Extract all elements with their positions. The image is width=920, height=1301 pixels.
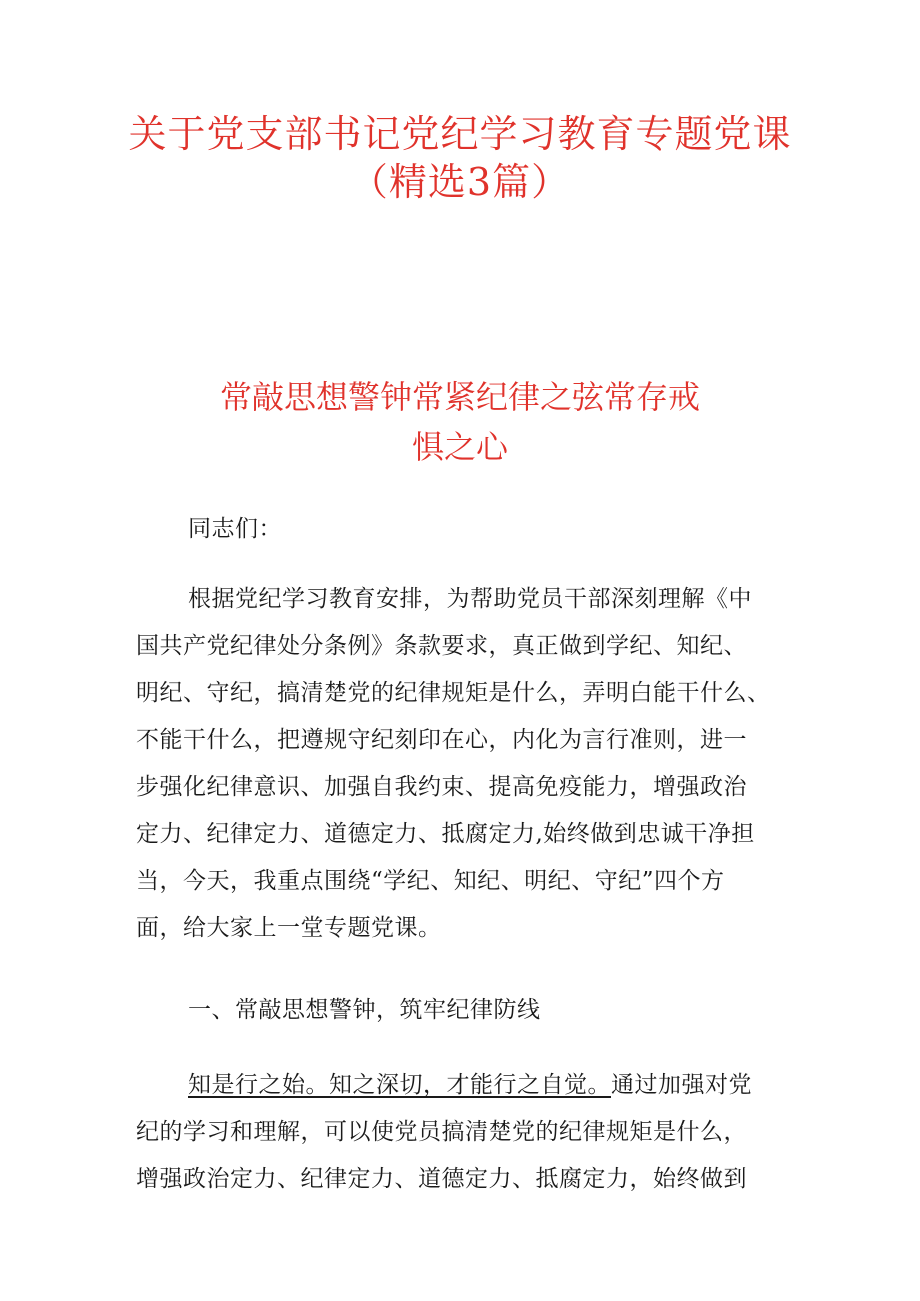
underlined-quote: 知是行之始。知之深切，才能行之自觉。 [188,1072,611,1098]
salutation-text: 同志们： [188,516,282,542]
paragraph-line: 当，今天，我重点围绕“学纪、知纪、明纪、守纪”四个方 [136,868,725,894]
document-title: 关于党支部书记党纪学习教育专题党课 [128,112,792,156]
paragraph-line: 不能干什么，把遵规守纪刻印在心，内化为言行准则，进一 [136,727,747,753]
section-title: 常敲思想警钟常紧纪律之弦常存戒 [219,378,700,416]
paragraph-line: 根据党纪学习教育安排，为帮助党员干部深刻理解《中 [188,586,752,612]
paragraph-line: 面，给大家上一堂专题党课。 [136,915,442,941]
paragraph-line: 国共产党纪律处分条例》条款要求，真正做到学纪、知纪、 [136,633,747,659]
paragraph-line-rest: 通过加强对党 [611,1072,752,1098]
heading-text: 一、常敲思想警钟，筑牢纪律防线 [188,997,541,1023]
paragraph-line [136,1062,796,1109]
document-subtitle: （精选3篇） [349,160,571,204]
paragraph-line: 步强化纪律意识、加强自我约束、提高免疫能力，增强政治 [136,774,747,800]
paragraph-line: 增强政治定力、纪律定力、道德定力、抵腐定力，始终做到 [136,1166,747,1192]
paragraph-section-one [136,1062,796,1203]
heading-section-one [136,987,796,1034]
paragraph-line: 纪的学习和理解，可以使党员搞清楚党的纪律规矩是什么， [136,1119,747,1145]
section-title-continued: 惧之心 [411,428,508,466]
paragraph-line: 明纪、守纪，搞清楚党的纪律规矩是什么，弄明白能干什么、 [136,680,771,706]
salutation [136,506,796,553]
paragraph-intro [136,576,796,952]
paragraph-line: 定力、纪律定力、道德定力、抵腐定力,始终做到忠诚干净担 [136,821,755,847]
